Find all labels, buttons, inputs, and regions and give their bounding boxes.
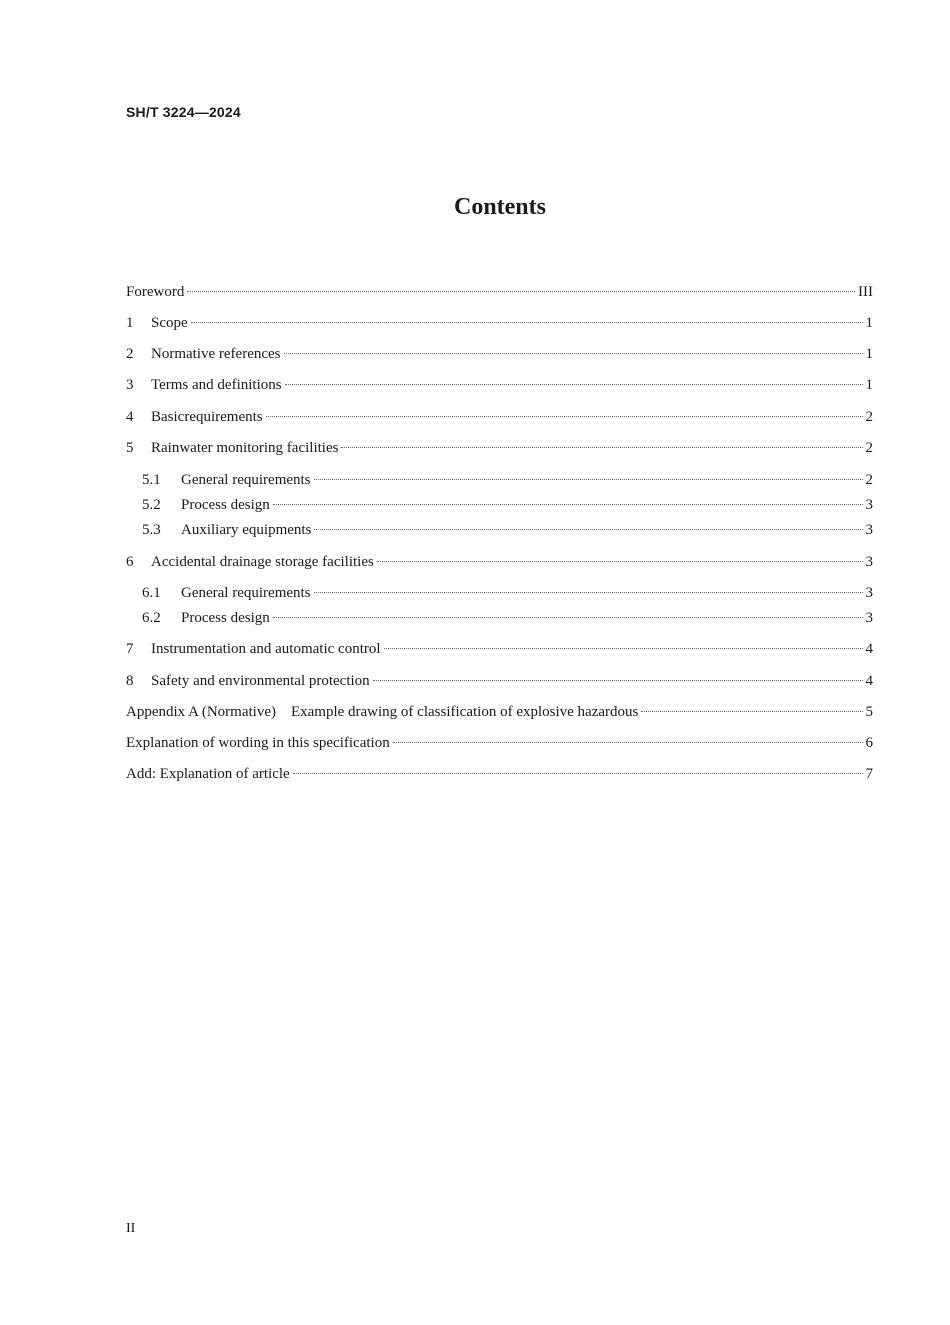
toc-number: 4 [126,409,134,425]
toc-label: Explanation of wording in this specification [126,735,390,751]
toc-label: Add: Explanation of article [126,766,290,782]
page-title: Contents [453,194,546,220]
dot-leader [641,711,862,712]
toc-number: 5 [126,440,134,456]
toc-page-number: 2 [865,472,873,488]
toc-entry-6-1[interactable] [142,584,873,602]
toc-number: 3 [126,377,134,393]
toc-label: Foreword [126,284,185,300]
toc-label: Appendix A (Normative) Example drawing of classification of explosive hazardous [126,704,639,720]
dot-leader [293,773,863,774]
document-code: SH/T 3224—2024 [126,104,241,120]
toc-page-number: 7 [865,766,873,782]
toc-number: 5.1 [142,472,161,488]
toc-label: Terms and definitions [151,377,282,393]
table-of-contents [126,0,873,1325]
toc-entry-normative-references[interactable] [126,345,873,363]
toc-entry-scope[interactable] [126,314,873,332]
toc-page-number: 4 [865,641,873,657]
toc-label: Safety and environmental protection [151,673,370,689]
toc-label: Scope [151,315,188,331]
toc-number: 8 [126,673,134,689]
toc-entry-accidental-drainage[interactable] [126,553,873,571]
dot-leader [273,617,863,618]
toc-label: General requirements [181,585,311,601]
dot-leader [187,291,855,292]
toc-number: 7 [126,641,134,657]
dot-leader [314,592,863,593]
dot-leader [314,529,862,530]
toc-label: Normative references [151,346,281,362]
toc-page-number: 2 [865,409,873,425]
toc-entry-safety[interactable] [126,672,873,690]
toc-page-number: 3 [865,585,873,601]
toc-entry-basic-requirements[interactable] [126,408,873,426]
toc-entry-rainwater-monitoring[interactable] [126,439,873,457]
toc-entry-explanation-of-article[interactable] [126,765,873,783]
toc-label: Accidental drainage storage facilities [151,554,374,570]
toc-label: Process design [181,610,270,626]
toc-label: Auxiliary equipments [181,522,312,538]
toc-page-number: 3 [865,497,873,513]
toc-number: 5.2 [142,497,161,513]
toc-number: 6.1 [142,585,161,601]
toc-entry-6-2[interactable] [142,609,873,627]
toc-entry-5-3[interactable] [142,521,873,539]
dot-leader [384,648,863,649]
toc-label: General requirements [181,472,311,488]
toc-page-number: 1 [865,346,873,362]
toc-number: 6.2 [142,610,161,626]
toc-entry-terms-and-definitions[interactable] [126,376,873,394]
toc-number: 6 [126,554,134,570]
dot-leader [341,447,862,448]
toc-entry-appendix-a[interactable] [126,703,873,721]
toc-label: Rainwater monitoring facilities [151,440,339,456]
toc-page-number: 3 [865,522,873,538]
toc-page-number: 3 [865,554,873,570]
toc-entry-explanation-of-wording[interactable] [126,734,873,752]
toc-page-number: III [858,284,873,300]
dot-leader [273,504,863,505]
dot-leader [373,680,863,681]
toc-number: 2 [126,346,134,362]
dot-leader [314,479,863,480]
dot-leader [285,384,863,385]
toc-label: Basicrequirements [151,409,263,425]
toc-entry-instrumentation[interactable] [126,640,873,658]
toc-label: Instrumentation and automatic control [151,641,381,657]
toc-entry-5-2[interactable] [142,496,873,514]
dot-leader [377,561,863,562]
dot-leader [284,353,863,354]
toc-number: 5.3 [142,522,161,538]
toc-number: 1 [126,315,134,331]
dot-leader [393,742,863,743]
toc-entry-5-1[interactable] [142,471,873,489]
toc-page-number: 1 [865,315,873,331]
dot-leader [191,322,863,323]
toc-page-number: 2 [865,440,873,456]
toc-page-number: 3 [865,610,873,626]
toc-page-number: 4 [865,673,873,689]
toc-label: Process design [181,497,270,513]
dot-leader [266,416,863,417]
toc-page-number: 1 [865,377,873,393]
toc-page-number: 5 [865,704,873,720]
page-number: II [126,1221,136,1236]
toc-entry-foreword[interactable] [126,283,873,301]
toc-page-number: 6 [865,735,873,751]
